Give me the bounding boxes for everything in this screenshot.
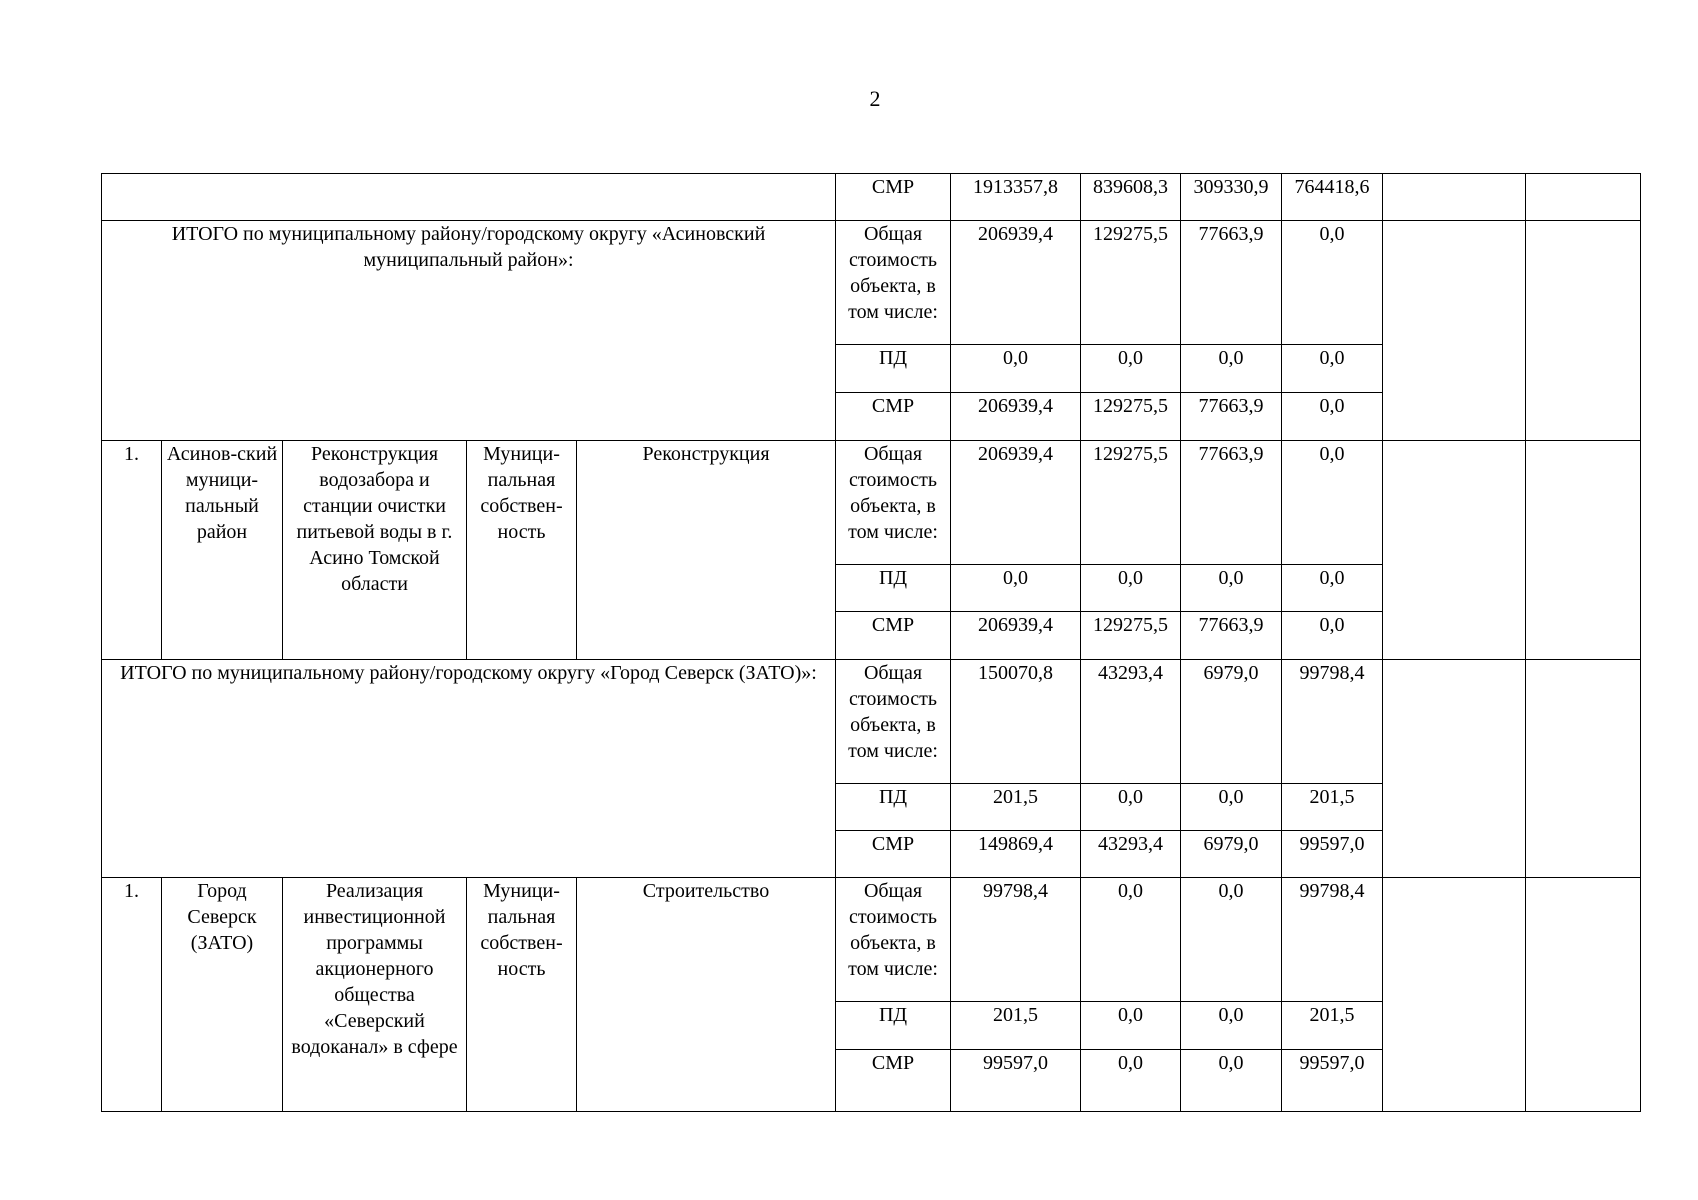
value-cell: 77663,9 <box>1181 393 1282 441</box>
table-row <box>102 660 1641 784</box>
value-cell: 99597,0 <box>1282 831 1383 878</box>
value-cell: 839608,3 <box>1081 174 1181 221</box>
cost-type-cell: ПД <box>836 565 951 612</box>
cost-type-cell: ПД <box>836 784 951 831</box>
value-cell: 0,0 <box>1181 878 1282 1002</box>
empty-cell <box>102 174 836 221</box>
value-cell: 1913357,8 <box>951 174 1081 221</box>
value-cell: 43293,4 <box>1081 660 1181 784</box>
ownership-cell: Муници-пальная собствен-ность <box>467 441 577 660</box>
empty-cell <box>1383 441 1526 660</box>
municipality-cell: Город Северск (ЗАТО) <box>162 878 283 1112</box>
cost-type-cell: ПД <box>836 345 951 393</box>
section-total-label: ИТОГО по муниципальному району/городскому округу «Асиновский муниципальный район»: <box>102 221 836 441</box>
value-cell: 6979,0 <box>1181 831 1282 878</box>
cost-type-cell: Общая стоимость объекта, в том числе: <box>836 660 951 784</box>
cost-type-cell: СМР <box>836 1050 951 1112</box>
value-cell: 0,0 <box>1282 612 1383 660</box>
cost-type-cell: СМР <box>836 174 951 221</box>
value-cell: 0,0 <box>951 565 1081 612</box>
empty-cell <box>1383 878 1526 1112</box>
value-cell: 99798,4 <box>1282 660 1383 784</box>
table-row <box>102 441 1641 565</box>
item-number: 1. <box>102 441 162 660</box>
table-row <box>102 174 1641 221</box>
value-cell: 0,0 <box>1181 345 1282 393</box>
value-cell: 206939,4 <box>951 393 1081 441</box>
empty-cell <box>1383 174 1526 221</box>
cost-type-cell: СМР <box>836 393 951 441</box>
financing-table <box>101 173 1641 1112</box>
cost-type-cell: Общая стоимость объекта, в том числе: <box>836 221 951 345</box>
object-name-cell: Реконструкция водозабора и станции очистки питьевой воды в г. Асино Томской области <box>283 441 467 660</box>
empty-cell <box>1526 660 1641 878</box>
ownership-cell: Муници-пальная собствен-ность <box>467 878 577 1112</box>
cost-type-cell: Общая стоимость объекта, в том числе: <box>836 878 951 1002</box>
cost-type-cell: СМР <box>836 831 951 878</box>
cost-type-cell: Общая стоимость объекта, в том числе: <box>836 441 951 565</box>
value-cell: 99798,4 <box>1282 878 1383 1002</box>
table-row <box>102 221 1641 345</box>
municipality-cell: Асинов-ский муници-пальный район <box>162 441 283 660</box>
empty-cell <box>1383 660 1526 878</box>
value-cell: 129275,5 <box>1081 393 1181 441</box>
empty-cell <box>1526 174 1641 221</box>
value-cell: 0,0 <box>1081 1002 1181 1050</box>
value-cell: 309330,9 <box>1181 174 1282 221</box>
value-cell: 149869,4 <box>951 831 1081 878</box>
item-number: 1. <box>102 878 162 1112</box>
value-cell: 0,0 <box>1081 1050 1181 1112</box>
object-name-cell: Реализация инвестиционной программы акционерного общества «Северский водоканал» в сфере <box>283 878 467 1112</box>
value-cell: 0,0 <box>1282 441 1383 565</box>
cost-type-cell: СМР <box>836 612 951 660</box>
value-cell: 6979,0 <box>1181 660 1282 784</box>
value-cell: 764418,6 <box>1282 174 1383 221</box>
value-cell: 77663,9 <box>1181 221 1282 345</box>
empty-cell <box>1383 221 1526 441</box>
value-cell: 129275,5 <box>1081 441 1181 565</box>
value-cell: 201,5 <box>951 1002 1081 1050</box>
value-cell: 201,5 <box>1282 1002 1383 1050</box>
work-type-cell: Реконструкция <box>577 441 836 660</box>
value-cell: 99597,0 <box>1282 1050 1383 1112</box>
value-cell: 0,0 <box>1081 784 1181 831</box>
value-cell: 0,0 <box>1181 1002 1282 1050</box>
value-cell: 0,0 <box>1081 345 1181 393</box>
value-cell: 43293,4 <box>1081 831 1181 878</box>
value-cell: 0,0 <box>1282 565 1383 612</box>
value-cell: 0,0 <box>1282 393 1383 441</box>
value-cell: 201,5 <box>1282 784 1383 831</box>
value-cell: 129275,5 <box>1081 221 1181 345</box>
value-cell: 99798,4 <box>951 878 1081 1002</box>
value-cell: 206939,4 <box>951 221 1081 345</box>
value-cell: 0,0 <box>1081 878 1181 1002</box>
value-cell: 77663,9 <box>1181 441 1282 565</box>
cost-type-cell: ПД <box>836 1002 951 1050</box>
value-cell: 0,0 <box>1181 784 1282 831</box>
value-cell: 206939,4 <box>951 441 1081 565</box>
table-row <box>102 878 1641 1002</box>
value-cell: 0,0 <box>951 345 1081 393</box>
value-cell: 150070,8 <box>951 660 1081 784</box>
work-type-cell: Строительство <box>577 878 836 1112</box>
page-number: 2 <box>869 86 881 111</box>
value-cell: 77663,9 <box>1181 612 1282 660</box>
value-cell: 0,0 <box>1081 565 1181 612</box>
value-cell: 206939,4 <box>951 612 1081 660</box>
value-cell: 99597,0 <box>951 1050 1081 1112</box>
value-cell: 0,0 <box>1282 345 1383 393</box>
value-cell: 0,0 <box>1181 565 1282 612</box>
empty-cell <box>1526 878 1641 1112</box>
value-cell: 0,0 <box>1181 1050 1282 1112</box>
value-cell: 201,5 <box>951 784 1081 831</box>
empty-cell <box>1526 441 1641 660</box>
value-cell: 129275,5 <box>1081 612 1181 660</box>
empty-cell <box>1526 221 1641 441</box>
value-cell: 0,0 <box>1282 221 1383 345</box>
section-total-label: ИТОГО по муниципальному району/городскому округу «Город Северск (ЗАТО)»: <box>102 660 836 878</box>
